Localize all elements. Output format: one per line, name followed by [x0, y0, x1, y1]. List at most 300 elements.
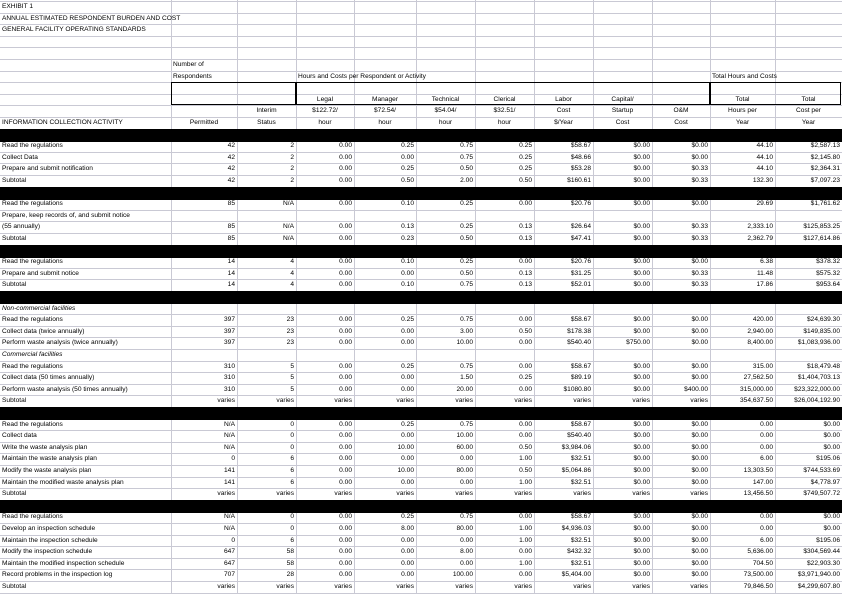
cell-activity: Modify the waste analysis plan	[2, 467, 92, 474]
cell-labor-cost: $26.64	[570, 223, 591, 231]
cell-interim: N/A	[283, 235, 294, 242]
cell-permitted: varies	[217, 583, 235, 590]
cell-activity: Maintain the modified inspection schedule	[2, 559, 125, 567]
cell-interim: 2	[290, 153, 294, 161]
cell-total-cost: $125,853.25	[803, 223, 840, 231]
cell-interim: 0	[290, 443, 294, 451]
cell-total-hours: 11.48	[756, 269, 773, 277]
cell-labor-cost: $1080.80	[563, 385, 591, 393]
cell-technical: 80.00	[456, 467, 473, 474]
cell-om-cost: $0.00	[691, 467, 708, 474]
cell-labor-cost: $540.40	[567, 339, 591, 347]
header-technical: $54.04/	[434, 107, 457, 115]
cell-interim: 0	[290, 513, 294, 521]
cell-activity: Subtotal	[2, 177, 27, 184]
cell-legal: 0.00	[339, 420, 352, 428]
cell-permitted: 42	[227, 177, 235, 184]
cell-total-cost: $0.00	[823, 432, 840, 440]
cell-total-hours: 29.69	[756, 200, 773, 208]
cell-labor-cost: $20.76	[570, 258, 591, 266]
cell-permitted: N/A	[224, 443, 235, 451]
cell-legal: 0.00	[339, 235, 352, 242]
cell-technical: 10.00	[456, 432, 473, 440]
cell-interim: 23	[286, 327, 294, 335]
cell-activity: (55 annually)	[2, 223, 41, 231]
cell-clerical: 1.00	[519, 478, 532, 486]
cell-labor-cost: $58.67	[570, 316, 591, 324]
cell-legal: 0.00	[339, 223, 352, 231]
cell-permitted: varies	[217, 397, 235, 405]
cell-labor-cost: varies	[573, 490, 591, 498]
cell-permitted: 647	[223, 559, 235, 567]
cell-total-cost: $744,533.69	[803, 467, 840, 474]
cell-total-hours: 6.00	[760, 455, 773, 463]
cell-total-cost: $2,364.31	[810, 165, 840, 173]
cell-labor-cost: $432.32	[567, 548, 591, 556]
header-legal: Legal	[316, 95, 334, 103]
cell-total-cost: $0.00	[823, 420, 840, 428]
cell-total-hours: 2,940.00	[747, 327, 773, 335]
cell-total-cost: $4,778.97	[810, 478, 840, 486]
cell-activity: Read the regulations	[2, 316, 63, 324]
header-activity: INFORMATION COLLECTION ACTIVITY	[2, 119, 123, 126]
header-labor-cost: $/Year	[554, 119, 573, 126]
cell-permitted: 42	[227, 142, 235, 150]
cell-om-cost: $0.00	[691, 432, 708, 440]
cell-manager: 0.00	[401, 478, 414, 486]
cell-technical: varies	[455, 397, 473, 405]
cell-total-hours: 44.10	[756, 142, 773, 150]
cell-total-cost: $149,835.00	[803, 327, 840, 335]
cell-activity: Subtotal	[2, 397, 27, 405]
cell-capital-cost: $0.00	[633, 548, 650, 556]
cell-labor-cost: $540.40	[567, 432, 591, 440]
cell-technical: varies	[455, 490, 473, 498]
header-band	[171, 82, 296, 105]
cell-om-cost: $0.00	[691, 362, 708, 370]
cell-activity: Perform waste analysis (twice annually)	[2, 339, 118, 347]
cell-clerical: 0.25	[519, 165, 532, 173]
cell-permitted: 647	[223, 548, 235, 556]
cell-permitted: 397	[223, 339, 235, 347]
cell-labor-cost: $5,404.00	[561, 571, 591, 579]
cell-technical: 1.50	[460, 374, 473, 382]
cell-capital-cost: $0.00	[633, 478, 650, 486]
cell-technical: 0.75	[460, 142, 473, 150]
cell-clerical: 0.00	[519, 513, 532, 521]
cell-technical: varies	[455, 583, 473, 590]
cell-clerical: 0.00	[519, 571, 532, 579]
cell-interim: 6	[290, 478, 294, 486]
cell-clerical: 0.00	[519, 258, 532, 266]
cell-permitted: varies	[217, 490, 235, 498]
cell-om-cost: varies	[690, 490, 708, 498]
cell-capital-cost: $0.00	[633, 153, 650, 161]
cell-labor-cost: $160.61	[567, 177, 591, 184]
cell-activity: Read the regulations	[2, 513, 63, 521]
section-label: Non-commercial facilities	[2, 304, 76, 312]
header-permitted: Permitted	[189, 119, 219, 126]
cell-activity: Develop an inspection schedule	[2, 525, 96, 532]
cell-manager: 0.50	[401, 177, 414, 184]
cell-legal: 0.00	[339, 153, 352, 161]
cell-capital-cost: $0.00	[633, 536, 650, 544]
cell-om-cost: $0.00	[691, 559, 708, 567]
cell-total-cost: $7,097.23	[810, 177, 840, 184]
cell-technical: 0.50	[460, 165, 473, 173]
cell-total-cost: $304,569.44	[803, 548, 840, 556]
cell-total-hours: 6.38	[760, 258, 773, 266]
cell-total-hours: 13,303.50	[743, 467, 773, 474]
cell-manager: 0.25	[401, 513, 414, 521]
cell-labor-cost: varies	[573, 397, 591, 405]
cell-clerical: 0.13	[519, 235, 532, 242]
cell-permitted: 42	[227, 153, 235, 161]
cell-legal: 0.00	[339, 432, 352, 440]
cell-manager: 0.10	[401, 258, 414, 266]
cell-legal: 0.00	[339, 327, 352, 335]
cell-legal: 0.00	[339, 258, 352, 266]
cell-legal: 0.00	[339, 525, 352, 532]
cell-om-cost: $0.00	[691, 374, 708, 382]
cell-manager: 0.10	[401, 200, 414, 208]
cell-capital-cost: $0.00	[633, 559, 650, 567]
cell-permitted: 310	[223, 374, 235, 382]
cell-clerical: varies	[514, 583, 532, 590]
cell-labor-cost: $3,984.06	[561, 443, 591, 451]
cell-labor-cost: $52.01	[570, 281, 591, 289]
cell-labor-cost: $58.67	[570, 362, 591, 370]
cell-technical: 0.75	[460, 316, 473, 324]
cell-legal: 0.00	[339, 559, 352, 567]
cell-total-cost: $2,145.80	[810, 153, 840, 161]
cell-technical: 10.00	[456, 339, 473, 347]
cell-manager: varies	[396, 490, 414, 498]
cell-labor-cost: $58.67	[570, 420, 591, 428]
cell-capital-cost: $0.00	[633, 142, 650, 150]
cell-total-hours: 132.30	[752, 177, 773, 184]
cell-manager: 0.00	[401, 339, 414, 347]
cell-manager: 0.13	[401, 223, 414, 231]
cell-capital-cost: varies	[632, 490, 650, 498]
cell-manager: 0.00	[401, 455, 414, 463]
cell-technical: 100.00	[452, 571, 473, 579]
header-interim: Status	[257, 119, 276, 126]
cell-interim: 23	[286, 339, 294, 347]
header-total-cost: Year	[801, 119, 816, 126]
cell-om-cost: $0.00	[691, 316, 708, 324]
cell-legal: 0.00	[339, 362, 352, 370]
cell-interim: 5	[290, 385, 294, 393]
cell-technical: 60.00	[456, 443, 473, 451]
cell-total-hours: 0.00	[760, 432, 773, 440]
cell-capital-cost: $0.00	[633, 525, 650, 532]
header-total-hours: Total	[735, 95, 750, 103]
cell-activity: Modify the inspection schedule	[2, 548, 93, 556]
cell-labor-cost: $58.67	[570, 513, 591, 521]
cell-technical: 0.00	[460, 559, 473, 567]
cell-technical: 0.75	[460, 153, 473, 161]
grid-line	[0, 36, 842, 37]
header-clerical: Clerical	[493, 95, 516, 103]
cell-clerical: 0.13	[519, 281, 532, 289]
header-legal: $122.72/	[312, 107, 338, 115]
cell-total-hours: 13,456.50	[743, 490, 773, 498]
cell-capital-cost: $0.00	[633, 223, 650, 231]
cell-permitted: N/A	[224, 420, 235, 428]
cell-permitted: 0	[231, 536, 235, 544]
cell-legal: 0.00	[339, 316, 352, 324]
cell-permitted: 42	[227, 165, 235, 173]
cell-legal: 0.00	[339, 571, 352, 579]
cell-interim: 2	[290, 177, 294, 184]
cell-capital-cost: $0.00	[633, 200, 650, 208]
cell-capital-cost: $0.00	[633, 385, 650, 393]
header-total-hours: Year	[735, 119, 750, 126]
cell-om-cost: $0.00	[691, 443, 708, 451]
cell-interim: 5	[290, 374, 294, 382]
cell-activity: Read the regulations	[2, 200, 63, 208]
cell-activity: Read the regulations	[2, 258, 63, 266]
hours-costs-group-header: Hours and Costs per Respondent or Activity	[298, 72, 426, 80]
cell-permitted: 85	[227, 200, 235, 208]
cell-activity: Collect data (50 times annually)	[2, 374, 95, 382]
cell-interim: 6	[290, 467, 294, 474]
cell-capital-cost: $0.00	[633, 316, 650, 324]
cell-total-cost: $23,322,000.00	[794, 385, 840, 393]
header-capital-cost: Startup	[611, 107, 634, 115]
cell-permitted: 310	[223, 362, 235, 370]
cell-interim: 6	[290, 536, 294, 544]
cell-interim: 0	[290, 432, 294, 440]
cell-interim: 2	[290, 165, 294, 173]
header-interim: Interim	[256, 107, 277, 115]
cell-total-hours: 147.00	[752, 478, 773, 486]
cell-activity: Write the waste analysis plan	[2, 443, 88, 451]
cell-capital-cost: $0.00	[633, 443, 650, 451]
grid-line	[0, 47, 842, 48]
cell-total-cost: $26,004,192.90	[794, 397, 840, 405]
cell-activity: Prepare, keep records of, and submit notice	[2, 211, 130, 219]
cell-clerical: 1.00	[519, 455, 532, 463]
cell-legal: varies	[334, 583, 352, 590]
cell-permitted: 85	[227, 235, 235, 242]
cell-interim: 5	[290, 362, 294, 370]
cell-activity: Subtotal	[2, 235, 27, 242]
cell-technical: 0.00	[460, 455, 473, 463]
cell-clerical: 0.00	[519, 432, 532, 440]
cell-capital-cost: $0.00	[633, 235, 650, 242]
cell-manager: 0.25	[401, 362, 414, 370]
cell-legal: 0.00	[339, 536, 352, 544]
cell-capital-cost: $0.00	[633, 571, 650, 579]
cell-total-cost: $1,761.62	[810, 200, 840, 208]
cell-interim: N/A	[283, 223, 294, 231]
cell-activity: Prepare and submit notification	[2, 165, 93, 173]
cell-manager: 0.00	[401, 571, 414, 579]
cell-legal: 0.00	[339, 385, 352, 393]
cell-labor-cost: $53.28	[570, 165, 591, 173]
cell-clerical: 0.25	[519, 374, 532, 382]
cell-interim: 0	[290, 420, 294, 428]
cell-total-cost: $0.00	[823, 443, 840, 451]
cell-total-cost: $18,479.48	[806, 362, 840, 370]
cell-total-hours: 704.50	[752, 559, 773, 567]
cell-permitted: 14	[227, 269, 235, 277]
cell-clerical: 0.50	[519, 467, 532, 474]
cell-om-cost: $0.33	[691, 223, 708, 231]
cell-capital-cost: $0.00	[633, 362, 650, 370]
cell-technical: 0.50	[460, 269, 473, 277]
cell-total-hours: 5,636.00	[747, 548, 773, 556]
cell-activity: Read the regulations	[2, 420, 63, 428]
cell-om-cost: $0.00	[691, 327, 708, 335]
cell-om-cost: varies	[690, 397, 708, 405]
cell-legal: 0.00	[339, 374, 352, 382]
cell-legal: 0.00	[339, 455, 352, 463]
cell-labor-cost: $32.51	[570, 559, 591, 567]
cell-labor-cost: $4,936.03	[561, 525, 591, 532]
cell-technical: 8.00	[460, 548, 473, 556]
cell-manager: 0.00	[401, 374, 414, 382]
cell-clerical: 0.00	[519, 339, 532, 347]
title-line: GENERAL FACILITY OPERATING STANDARDS	[2, 26, 146, 34]
cell-clerical: varies	[514, 490, 532, 498]
cell-capital-cost: $0.00	[633, 258, 650, 266]
cell-clerical: 0.00	[519, 362, 532, 370]
cell-total-hours: 354,637.50	[739, 397, 773, 405]
section-label: Commercial facilities	[2, 351, 63, 358]
cell-manager: 0.00	[401, 432, 414, 440]
cell-interim: 4	[290, 258, 294, 266]
cell-permitted: 310	[223, 385, 235, 393]
cell-legal: 0.00	[339, 548, 352, 556]
cell-technical: 0.75	[460, 513, 473, 521]
cell-activity: Read the regulations	[2, 362, 63, 370]
cell-total-cost: $24,639.30	[806, 316, 840, 324]
cell-total-hours: 27,562.50	[743, 374, 773, 382]
cell-manager: 0.00	[401, 269, 414, 277]
cell-permitted: 14	[227, 281, 235, 289]
cell-permitted: 397	[223, 327, 235, 335]
cell-total-hours: 44.10	[756, 165, 773, 173]
cell-manager: 0.23	[401, 235, 414, 242]
cell-om-cost: $0.00	[691, 536, 708, 544]
cell-activity: Perform waste analysis (50 times annually)	[2, 385, 128, 393]
cell-clerical: 0.00	[519, 420, 532, 428]
cell-total-cost: $1,083,936.00	[797, 339, 840, 347]
cell-manager: 10.00	[397, 443, 414, 451]
cell-manager: 0.00	[401, 153, 414, 161]
cell-activity: Maintain the inspection schedule	[2, 536, 98, 544]
cell-manager: 0.25	[401, 142, 414, 150]
cell-capital-cost: $0.00	[633, 165, 650, 173]
cell-legal: 0.00	[339, 165, 352, 173]
cell-legal: 0.00	[339, 200, 352, 208]
respondents-group-header: Number of	[173, 61, 204, 68]
cell-capital-cost: varies	[632, 397, 650, 405]
cell-labor-cost: $5,064.86	[561, 467, 591, 474]
cell-clerical: varies	[514, 397, 532, 405]
title-line: ANNUAL ESTIMATED RESPONDENT BURDEN AND COST	[2, 14, 181, 22]
header-clerical: hour	[497, 119, 512, 126]
cell-manager: 0.00	[401, 327, 414, 335]
cell-total-cost: $2,587.13	[810, 142, 840, 150]
header-manager: hour	[378, 119, 392, 126]
cell-clerical: 0.50	[519, 443, 532, 451]
cell-manager: varies	[396, 583, 414, 590]
cell-interim: 4	[290, 269, 294, 277]
cell-legal: 0.00	[339, 269, 352, 277]
cell-total-hours: 17.86	[756, 281, 773, 289]
cell-total-cost: $4,299,607.80	[797, 583, 840, 590]
cell-activity: Collect Data	[2, 153, 38, 161]
cell-total-cost: $953.64	[816, 281, 840, 289]
cell-manager: 0.25	[401, 420, 414, 428]
cell-clerical: 1.00	[519, 525, 532, 532]
cell-manager: 0.00	[401, 536, 414, 544]
cell-total-hours: 0.00	[760, 513, 773, 521]
cell-om-cost: $0.00	[691, 478, 708, 486]
cell-total-cost: $195.06	[816, 536, 840, 544]
cell-interim: 58	[286, 559, 294, 567]
respondents-group-header: Respondents	[173, 72, 212, 80]
cell-technical: 0.25	[460, 223, 473, 231]
cell-clerical: 0.13	[519, 269, 532, 277]
cell-clerical: 1.00	[519, 559, 532, 567]
cell-total-cost: $1,404,703.13	[797, 374, 840, 382]
header-capital-cost: Cost	[615, 119, 630, 126]
cell-interim: 0	[290, 525, 294, 532]
cell-om-cost: $0.00	[691, 258, 708, 266]
cell-total-cost: $3,971,940.00	[797, 571, 840, 579]
header-total-cost: Total	[801, 95, 816, 103]
cell-manager: 0.25	[401, 165, 414, 173]
cell-total-cost: $127,614.86	[803, 235, 840, 242]
cell-activity: Subtotal	[2, 281, 27, 289]
cell-technical: 0.25	[460, 258, 473, 266]
cell-total-hours: 6.00	[760, 536, 773, 544]
cell-total-hours: 420.00	[752, 316, 773, 324]
cell-total-hours: 2,333.10	[747, 223, 773, 231]
header-manager: Manager	[371, 95, 399, 103]
cell-capital-cost: $0.00	[633, 432, 650, 440]
cell-activity: Subtotal	[2, 490, 27, 498]
cell-interim: varies	[276, 397, 294, 405]
cell-legal: 0.00	[339, 281, 352, 289]
cell-total-hours: 0.00	[760, 525, 773, 532]
cell-total-hours: 44.10	[756, 153, 773, 161]
cell-capital-cost: $0.00	[633, 177, 650, 184]
cell-capital-cost: $0.00	[633, 327, 650, 335]
cell-total-cost: $0.00	[823, 525, 840, 532]
header-labor-cost: Cost	[556, 107, 571, 115]
cell-permitted: N/A	[224, 432, 235, 440]
cell-labor-cost: $32.51	[570, 455, 591, 463]
cell-om-cost: $0.00	[691, 153, 708, 161]
cell-clerical: 0.50	[519, 177, 532, 184]
header-total-cost: Cost per	[796, 107, 821, 115]
header-legal: hour	[318, 119, 332, 126]
cell-legal: 0.00	[339, 443, 352, 451]
cell-labor-cost: $89.19	[570, 374, 591, 382]
cell-total-hours: 2,362.79	[747, 235, 773, 242]
header-capital-cost: Capital/	[611, 95, 634, 103]
cell-total-hours: 315.00	[752, 362, 773, 370]
cell-labor-cost: $32.51	[570, 478, 591, 486]
cell-permitted: 707	[223, 571, 235, 579]
cell-om-cost: $0.00	[691, 525, 708, 532]
